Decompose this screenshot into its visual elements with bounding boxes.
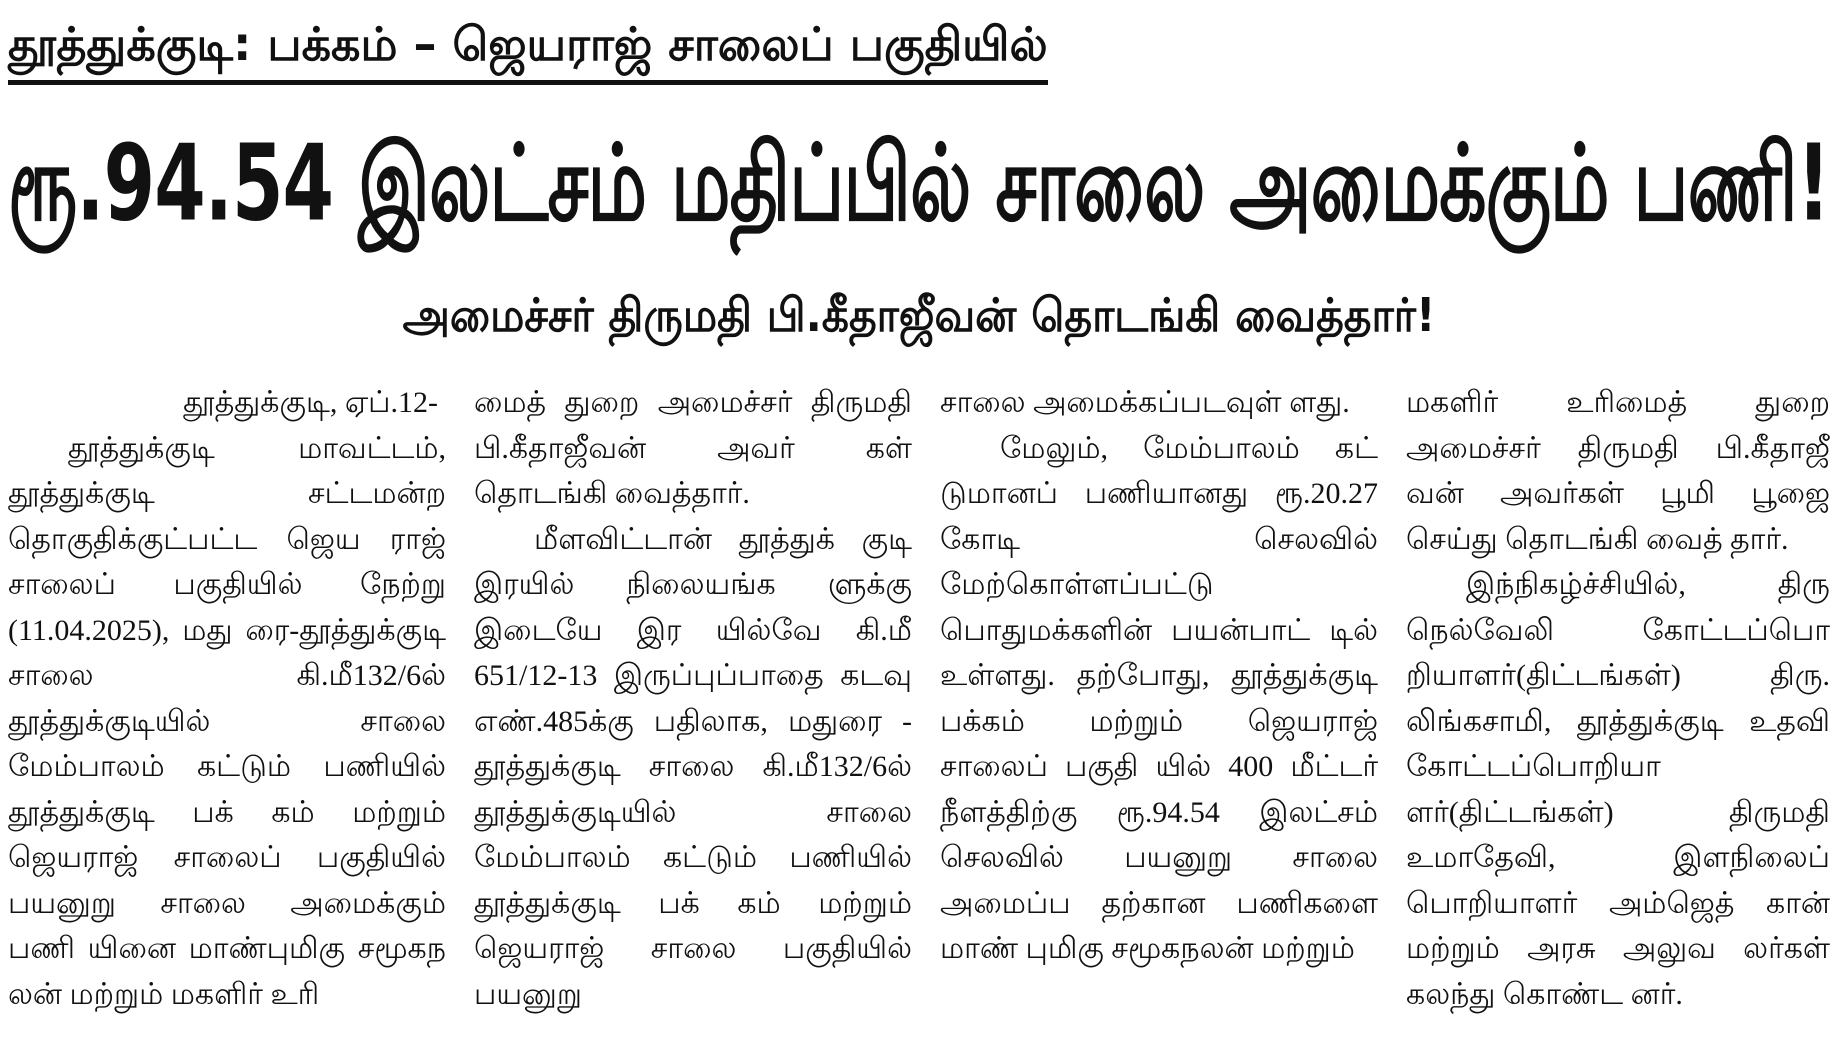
column-3 [940,380,1378,972]
column-2 [474,380,912,1017]
column-4-paragraph-1: மகளிர் உரிமைத் துறை அமைச்சர் திருமதி பி.கீதாஜீ வன் அவர்கள் பூமி பூஜை செய்து தொடங்கி வைத் தார். [1406,386,1830,556]
dateline: தூத்துக்குடி, ஏப்.12- [183,386,438,419]
column-3-paragraph-1: சாலை அமைக்கப்படவுள் ளது. [940,386,1350,419]
subheadline: அமைச்சர் திருமதி பி.கீதாஜீவன் தொடங்கி வைத்தார்! [402,288,1436,342]
column-4-paragraph-2: இந்நிகழ்ச்சியில், திரு நெல்வேலி கோட்டப்பொ றியாளர்(திட்டங்கள்) திரு. லிங்கசாமி, தூத்துக்குடி உதவி கோட்டப்பொறியா ளர்(திட்டங்கள்) திருமதி உமாதேவி, இளநிலைப் பொறியாளர் அம்ஜெத் கான் மற்றும் அரசு அலுவ லர்கள் கலந்து கொண்ட னர். [1406,568,1830,1011]
column-4 [1406,380,1830,1017]
column-2-paragraph-1: மைத் துறை அமைச்சர் திருமதி பி.கீதாஜீவன் அவர் கள் தொடங்கி வைத்தார். [474,386,912,510]
column-1-paragraph: தூத்துக்குடி மாவட்டம், தூத்துக்குடி சட்டமன்ற தொகுதிக்குட்பட்ட ஜெய ராஜ் சாலைப் பகுதியில் நேற்று (11.04.2025), மது ரை-தூத்துக்குடி சாலை கி.மீ132/6ல் தூத்துக்குடியில் சாலை மேம்பாலம் கட்டும் பணியில் தூத்துக்குடி பக் கம் மற்றும் ஜெயராஜ் சாலைப் பகுதியில் பயனுறு சாலை அமைக்கும் பணி யினை மாண்புமிகு சமூகந லன் மற்றும் மகளிர் உரி [8,431,446,1011]
article-body [8,380,1830,1050]
main-headline: ரூ.94.54 இலட்சம் மதிப்பில் சாலை அமைக்கும் பணி! [8,121,1830,245]
column-3-paragraph-2: மேலும், மேம்பாலம் கட் டுமானப் பணியானது ரூ.20.27 கோடி செலவில் மேற்கொள்ளப்பட்டு பொதுமக்களின் பயன்பாட் டில் உள்ளது. தற்போது, தூத்துக்குடி பக்கம் மற்றும் ஜெயராஜ் சாலைப் பகுதி யில் 400 மீட்டர் நீளத்திற்கு ரூ.94.54 இலட்சம் செலவில் பயனுறு சாலை அமைப்ப தற்கான பணிகளை மாண் புமிகு சமூகநலன் மற்றும் [940,431,1378,965]
column-1 [8,380,446,1017]
kicker-headline: தூத்துக்குடி: பக்கம் – ஜெயராஜ் சாலைப் பகுதியில் [8,12,1048,85]
column-2-paragraph-2: மீளவிட்டான் தூத்துக் குடி இரயில் நிலையங்க ளுக்கு இடையே இர யில்வே கி.மீ 651/12-13 இருப்புப்பாதை கடவு எண்.485க்கு பதிலாக, மதுரை - தூத்துக்குடி சாலை கி.மீ132/6ல் தூத்துக்குடியில் சாலை மேம்பாலம் கட்டும் பணியில் தூத்துக்குடி பக் கம் மற்றும் ஜெயராஜ் சாலை பகுதியில் பயனுறு [474,522,912,1011]
